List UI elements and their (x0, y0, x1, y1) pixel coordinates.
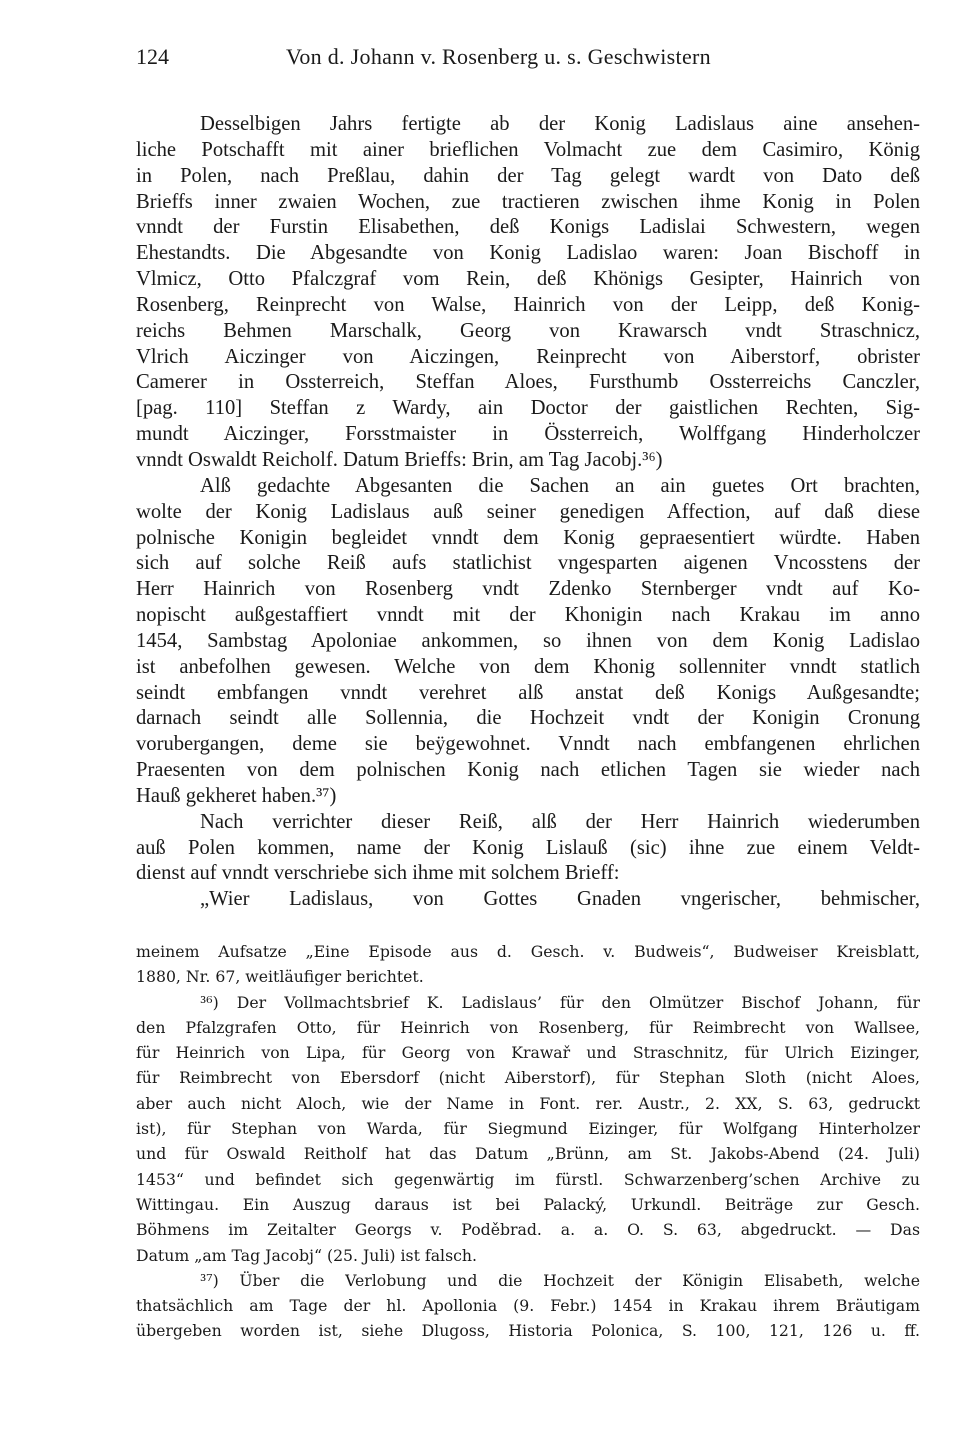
text-line: seindt embfangen vnndt verehret alß anstat deß Konigs Außgesandte; (136, 681, 920, 704)
text-line: reichs Behmen Marschalk, Georg von Krawarsch vndt Straschnicz, (136, 319, 920, 342)
footnotes (136, 939, 920, 1344)
text-line: nopischt außgestaffiert vnndt mit der Khonigin nach Krakau im anno (136, 604, 920, 627)
text-line: Hauß gekheret haben.³⁷) (136, 784, 337, 807)
footnote-line: 1880, Nr. 67, weitläufiger berichtet. (136, 967, 424, 987)
text-line: auß Polen kommen, name der Konig Lislauß (sic) ihne zue einem Veldt- (136, 836, 920, 859)
text-line: Vlmicz, Otto Pfalczgraf vom Rein, deß Khönigs Gesipter, Hainrich von (136, 268, 920, 291)
text-line: [pag. 110] Steffan z Wardy, ain Doctor der gaistlichen Rechten, Sig- (136, 397, 920, 420)
text-line: in Polen, nach Preßlau, dahin der Tag gelegt wardt von Dato deß (136, 164, 920, 187)
footnote-line: Böhmens im Zeitalter Georgs v. Poděbrad. a. a. O. S. 63, abgedruckt. — Das (136, 1220, 920, 1240)
page-number: 124 (136, 44, 169, 69)
text-line: liche Potschafft mit ainer brieflichen Volmacht zue dem Casimiro, König (136, 138, 920, 161)
text-line: Desselbigen Jahrs fertigte ab der Konig Ladislaus aine ansehen- (200, 113, 920, 135)
text-line: Praesenten von dem polnischen Konig nach etlichen Tagen sie wieder nach (136, 759, 920, 782)
footnote-line: meinem Aufsatze „Eine Episode aus d. Gesch. v. Budweis“, Budweiser Kreisblatt, (136, 942, 920, 961)
text-line: Herr Hainrich von Rosenberg vndt Zdenko Sternberger vndt auf Ko- (136, 578, 920, 601)
text-line: „Wier Ladislaus, von Gottes Gnaden vngerischer, behmischer, (200, 888, 920, 911)
text-line: sich auf solche Reiß aufs statlichist vngesparten aigenen Vncosstens der (136, 552, 920, 575)
text-line: wolte der Konig Ladislaus auß seiner genedigen Affection, auf daß diese (136, 500, 920, 523)
footnote-line: ist), für Stephan von Warda, für Siegmund Eizinger, für Wolfgang Hinterholzer (136, 1119, 920, 1139)
footnote-line: für Heinrich von Lipa, für Georg von Krawař und Straschnitz, für Ulrich Eizinger, (136, 1043, 920, 1063)
text-line: Alß gedachte Abgesanten die Sachen an ain guetes Ort brachten, (200, 474, 920, 497)
footnote-line: ³⁷) Über die Verlobung und die Hochzeit der Königin Elisabeth, welche (200, 1270, 920, 1290)
text-line: ist anbefolhen gewesen. Welche von dem Khonig sollenniter vnndt statlich (136, 655, 920, 678)
footnote-line: Wittingau. Ein Auszug daraus ist bei Palacký, Urkundl. Beiträge zur Gesch. (136, 1194, 920, 1214)
text-line: vorubergangen, deme sie beÿgewohnet. Vnndt nach embfangenen ehrlichen (136, 733, 920, 756)
text-line: dienst auf vnndt verschriebe sich ihme mit solchem Brieff: (136, 862, 620, 885)
main-text (136, 112, 920, 913)
footnote-line: aber auch nicht Aloch, wie der Name in Font. rer. Austr., 2. XX, S. 63, gedruckt (136, 1093, 920, 1113)
text-line: Ehestandts. Die Abgesandte von Konig Ladislao waren: Joan Bischoff in (136, 242, 920, 265)
text-line: Nach verrichter dieser Reiß, alß der Herr Hainrich wiederumben (200, 810, 920, 833)
footnote-line: übergeben worden ist, siehe Dlugoss, Historia Polonica, S. 100, 121, 126 u. ff. (136, 1321, 920, 1341)
footnote-line: Datum „am Tag Jacobj“ (25. Juli) ist falsch. (136, 1245, 478, 1265)
footnote-line: thatsächlich am Tage der hl. Apollonia (9. Febr.) 1454 in Krakau ihrem Bräutigam (136, 1296, 920, 1316)
footnote-line: ³⁶) Der Vollmachtsbrief K. Ladislaus’ für den Olmützer Bischof Johann, für (200, 992, 920, 1012)
text-line: mundt Aiczinger, Forsstmaister in Össterreich, Wolffgang Hinderholczer (136, 423, 920, 446)
footnote-line: den Pfalzgrafen Otto, für Heinrich von Rosenberg, für Reimbrecht von Wallsee, (136, 1017, 920, 1037)
footnote-line: 1453“ und befindet sich gegenwärtig im fürstl. Schwarzenberg’schen Archive zu (136, 1169, 920, 1189)
text-line: Vlrich Aiczinger von Aiczingen, Reinprecht von Aiberstorf, obrister (136, 345, 920, 368)
footnote-line: und für Oswald Reitholf hat das Datum „Brünn, am St. Jakobs-Abend (24. Juli) (136, 1144, 920, 1164)
running-title: Von d. Johann v. Rosenberg u. s. Geschwistern (286, 44, 711, 69)
running-header (136, 44, 920, 80)
footnote-line: für Reimbrecht von Ebersdorf (nicht Aiberstorf), für Stephan Sloth (nicht Aloes, (136, 1068, 920, 1088)
text-line: Camerer in Ossterreich, Steffan Aloes, Fursthumb Ossterreichs Canczler, (136, 371, 920, 394)
text-line: polnische Konigin begleidet vnndt dem Konig gepraesentiert würdte. Haben (136, 526, 920, 549)
text-line: vnndt der Furstin Elisabethen, deß Konigs Ladislai Schwestern, wegen (136, 216, 920, 239)
text-line: vnndt Oswaldt Reicholf. Datum Brieffs: Brin, am Tag Jacobj.³⁶) (136, 448, 663, 471)
text-line: 1454, Sambstag Apoloniae ankommen, so ihnen von dem Konig Ladislao (136, 629, 920, 652)
text-line: darnach seindt alle Sollennia, die Hochzeit vndt der Konigin Cronung (136, 707, 920, 730)
text-line: Brieffs inner zwaien Wochen, zue tractieren zwischen ihme Konig in Polen (136, 190, 920, 213)
text-line: Rosenberg, Reinprecht von Walse, Hainrich von der Leipp, deß Konig- (136, 293, 920, 316)
